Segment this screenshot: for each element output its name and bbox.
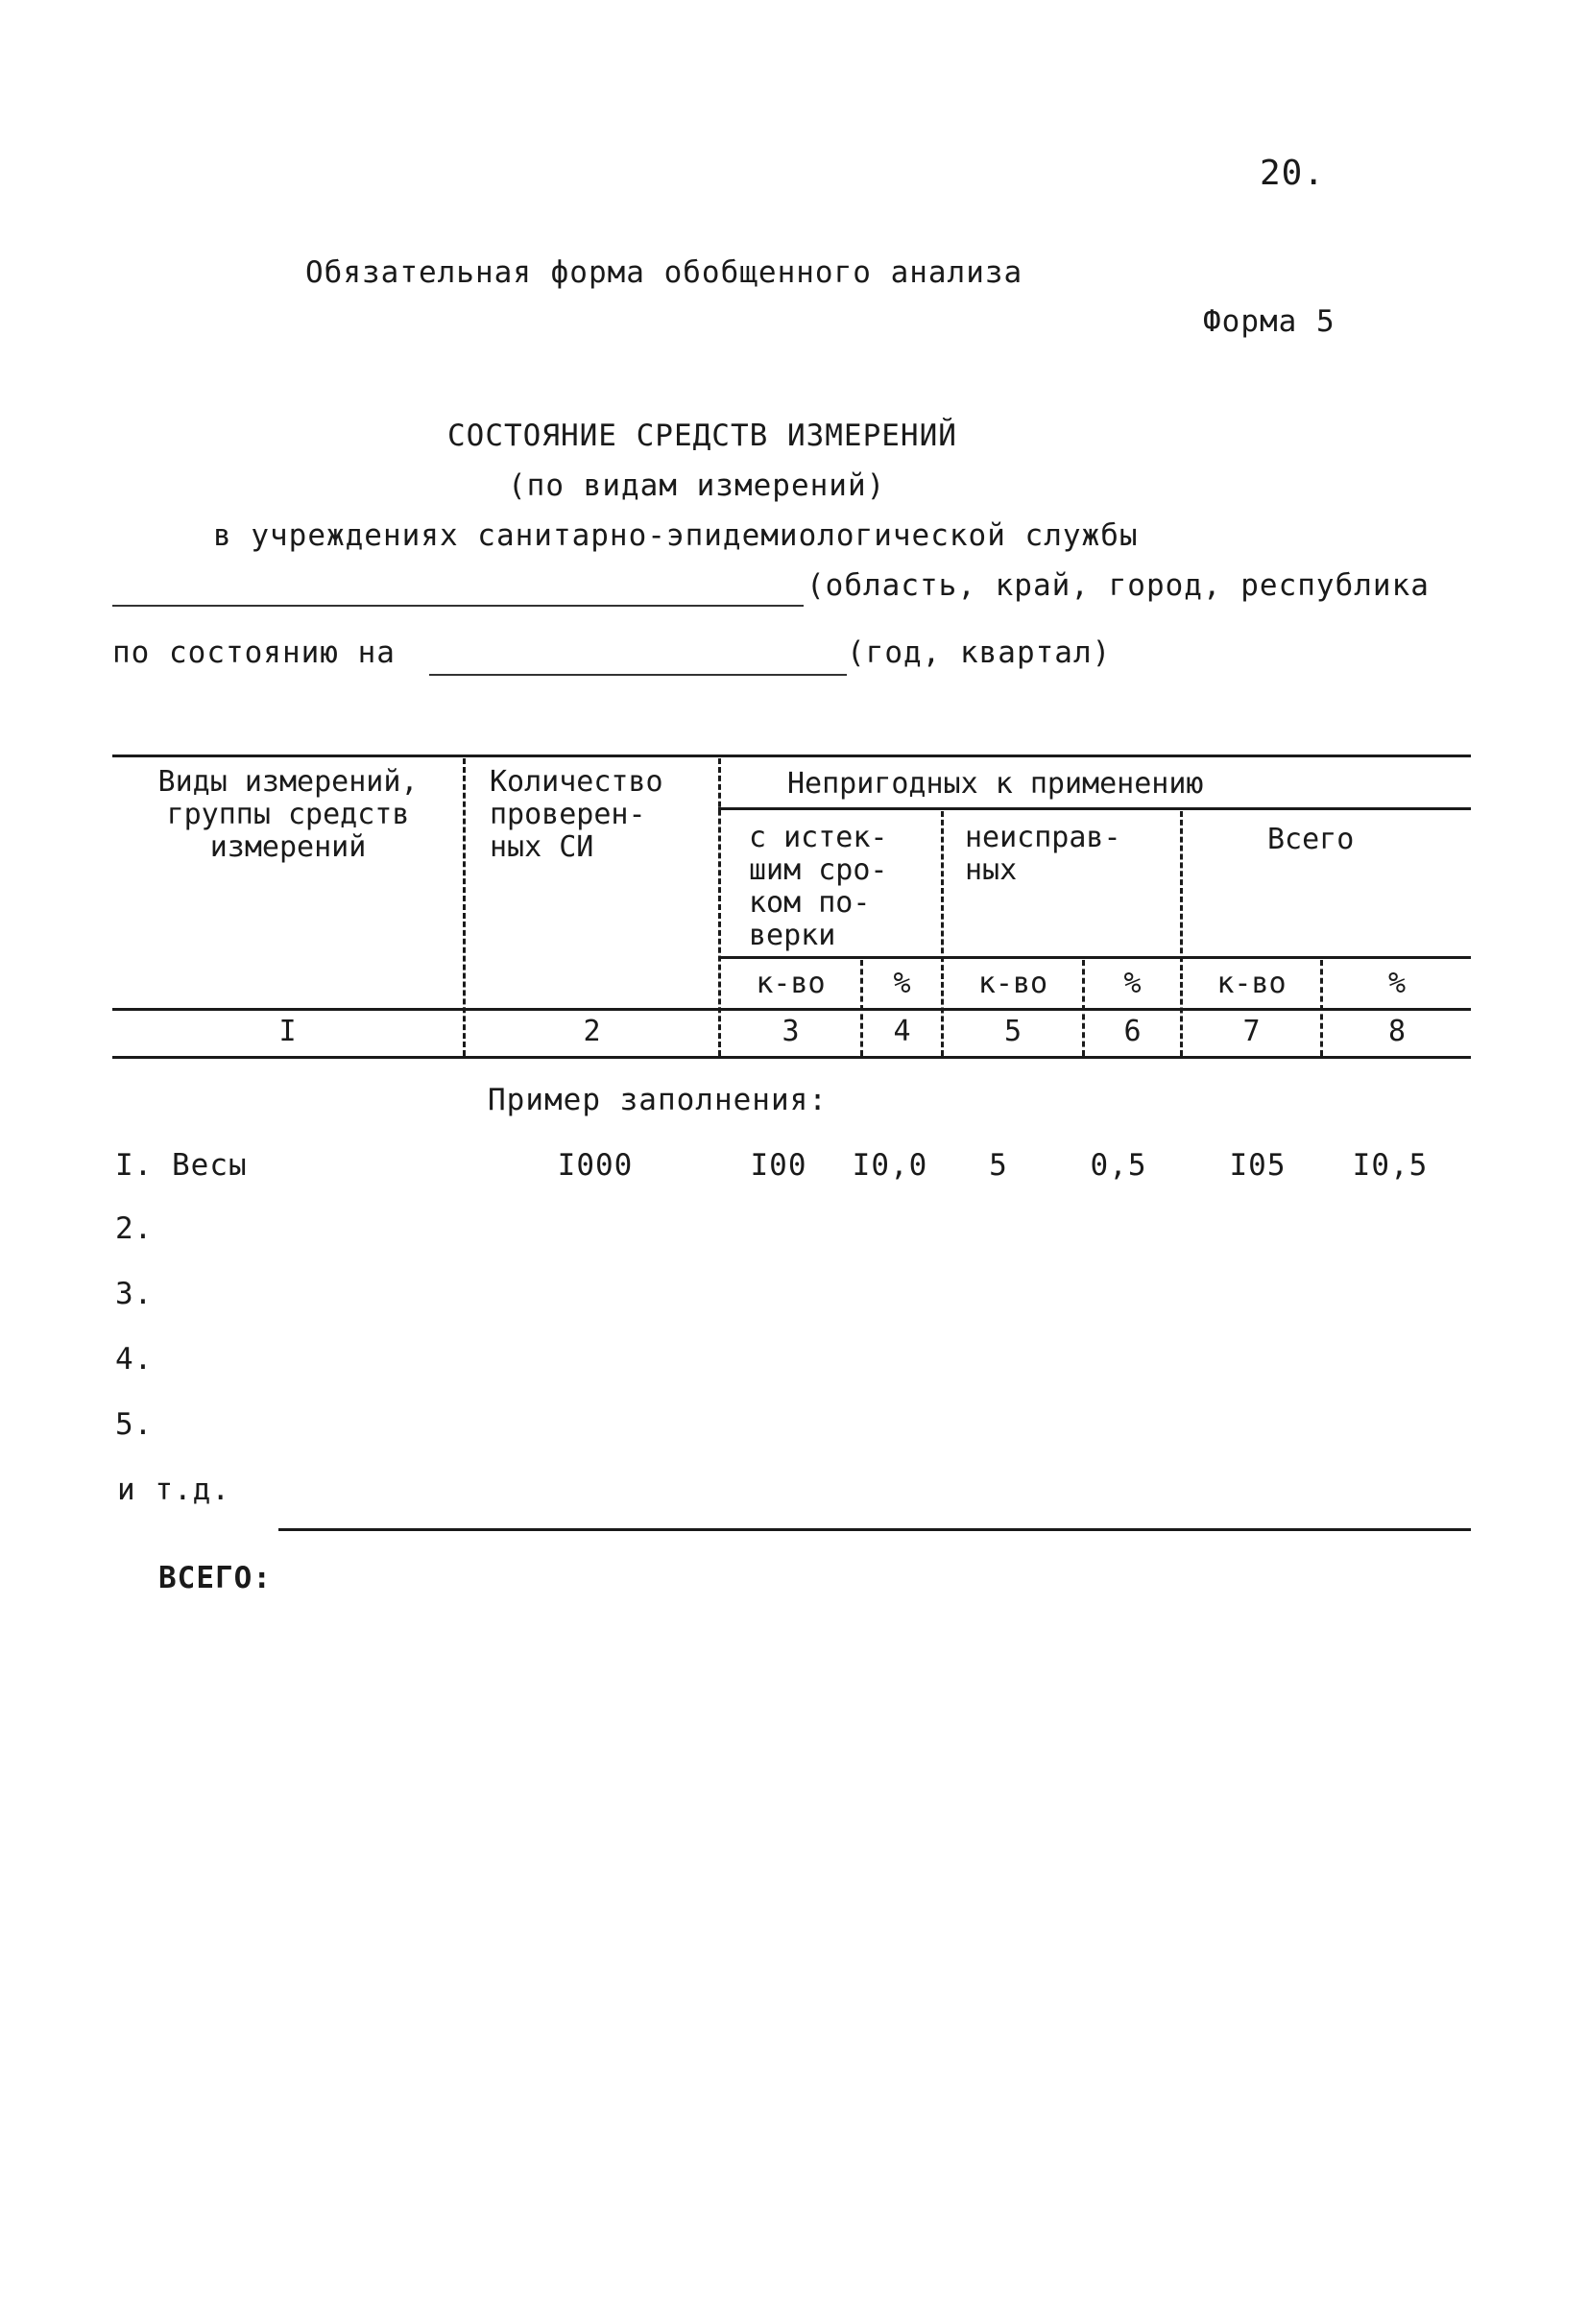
col2-header-line: ных СИ xyxy=(490,830,594,864)
col1-header-line: Виды измерений, xyxy=(157,765,419,799)
col1-header-line: группы средств xyxy=(166,798,410,831)
col-number: 8 xyxy=(1387,1015,1407,1048)
example-caption: Пример заполнения: xyxy=(488,1083,828,1117)
row-label: 2. xyxy=(115,1211,154,1246)
group-header-rule xyxy=(718,807,1471,810)
title-line-1: СОСТОЯНИЕ СРЕДСТВ ИЗМЕРЕНИЙ xyxy=(447,419,957,453)
pct-label: % xyxy=(893,967,911,1000)
group-header: Непригодных к применению xyxy=(787,767,1204,801)
page-number: 20. xyxy=(1260,154,1326,193)
expired-header-line: ком по- xyxy=(749,886,871,920)
table-bottom-rule xyxy=(112,1056,1471,1059)
row-label: 3. xyxy=(115,1277,154,1311)
date-prefix: по состоянию на xyxy=(112,635,396,670)
example-value: I05 xyxy=(1229,1148,1287,1183)
example-value: 5 xyxy=(989,1148,1008,1183)
col-number: 2 xyxy=(583,1015,601,1048)
expired-header-line: с истек- xyxy=(749,821,888,854)
date-hint: (год, квартал) xyxy=(847,635,1112,670)
example-value: I000 xyxy=(557,1148,634,1183)
form-label: Форма 5 xyxy=(1203,304,1335,339)
col2-header-line: проверен- xyxy=(490,798,646,831)
form-heading: Обязательная форма обобщенного анализа xyxy=(305,255,1023,290)
pct-label: % xyxy=(1123,967,1142,1000)
title-line-2: (по видам измерений) xyxy=(508,468,886,503)
region-hint: (область, край, город, республика xyxy=(806,568,1430,603)
expired-header-line: верки xyxy=(749,919,836,952)
example-row-name: I. Весы xyxy=(115,1148,248,1183)
col-divider-2 xyxy=(718,758,721,1056)
expired-header xyxy=(749,822,888,952)
table-top-rule xyxy=(112,755,1471,757)
row-label: 5. xyxy=(115,1407,154,1442)
row-label: 4. xyxy=(115,1342,154,1377)
col-number: 5 xyxy=(1003,1015,1023,1048)
subheader-rule xyxy=(718,956,1471,959)
col-number: 6 xyxy=(1123,1015,1142,1048)
numbers-top-rule xyxy=(112,1008,1471,1011)
col-number: 7 xyxy=(1242,1015,1261,1048)
qty-label: к-во xyxy=(977,967,1048,1000)
faulty-header-line: неисправ- xyxy=(965,821,1121,854)
pct-label: % xyxy=(1387,967,1407,1000)
qty-label: к-во xyxy=(756,967,826,1000)
col2-header-line: Количество xyxy=(490,765,663,799)
expired-header-line: шим сро- xyxy=(749,853,888,887)
total-label: ВСЕГО: xyxy=(158,1561,272,1595)
faulty-header-line: ных xyxy=(965,853,1018,887)
qty-label: к-во xyxy=(1216,967,1287,1000)
col2-header xyxy=(490,766,663,864)
col1-header xyxy=(115,766,461,864)
region-underline xyxy=(112,605,804,607)
title-line-3: в учреждениях санитарно-эпидемиологической службы xyxy=(213,518,1139,553)
col-number: I xyxy=(278,1015,297,1048)
row-label: и т.д. xyxy=(117,1473,230,1507)
example-value: I00 xyxy=(750,1148,807,1183)
date-underline xyxy=(429,674,847,676)
example-value: 0,5 xyxy=(1090,1148,1147,1183)
example-value: I0,0 xyxy=(852,1148,928,1183)
col-number: 4 xyxy=(893,1015,911,1048)
total-rule xyxy=(278,1528,1471,1531)
faulty-header xyxy=(965,822,1121,887)
col-divider-1 xyxy=(463,758,466,1056)
total-header: Всего xyxy=(1267,823,1355,856)
example-value: I0,5 xyxy=(1352,1148,1429,1183)
col-number: 3 xyxy=(782,1015,800,1048)
col1-header-line: измерений xyxy=(209,830,367,864)
